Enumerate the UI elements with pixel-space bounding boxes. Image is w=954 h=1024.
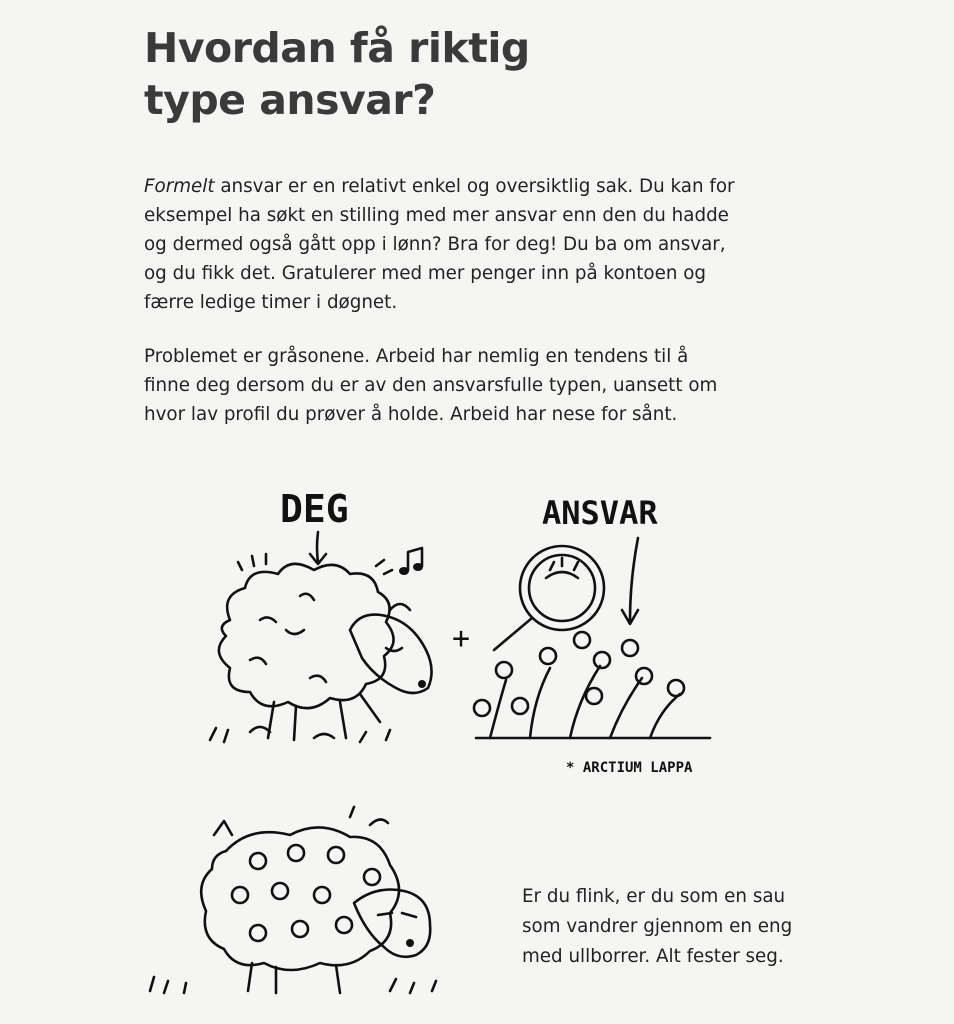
caption-line-3: med ullborrer. Alt fester seg.: [522, 946, 784, 967]
page-title: [144, 22, 530, 126]
p1-line-5: færre ledige timer i døgnet.: [144, 292, 398, 313]
p1-line-1: ansvar er en relativt enkel og oversiktlig sak. Du kan for: [214, 176, 735, 197]
illustration-sheep-plus-burrs: [190, 470, 720, 790]
p1-line-2: eksempel ha søkt en stilling med mer ansvar enn den du hadde: [144, 205, 729, 226]
burr-covered-sheep-icon: [201, 807, 430, 993]
caption-line-2: som vandrer gjennom en eng: [522, 916, 793, 937]
title-line-1: Hvordan få riktig: [144, 24, 530, 72]
p2-line-2: finne deg dersom du er av den ansvarsfulle typen, uansett om: [144, 375, 718, 396]
paragraph-formal-responsibility: [144, 172, 834, 317]
paragraph-grey-zones: [144, 342, 834, 429]
sheep-icon: [219, 564, 432, 740]
plus-sign: +: [452, 621, 471, 656]
arrow-to-burrs: [622, 538, 638, 624]
grass-under-burr-sheep: [150, 977, 436, 993]
caption-sheep-in-burr-meadow: [522, 882, 852, 972]
arrow-to-sheep: [310, 532, 326, 564]
label-ansvar: ANSVAR: [542, 494, 658, 532]
illustration-sheep-covered-in-burrs: [140, 795, 460, 1000]
music-note-icon: [399, 548, 423, 575]
burr-plants-icon: [474, 632, 710, 738]
emphasis-formelt: Formelt: [144, 176, 215, 197]
p2-line-3: hvor lav profil du prøver å holde. Arbeid har nese for sånt.: [144, 404, 678, 425]
p1-line-4: og du fikk det. Gratulerer med mer penger inn på kontoen og: [144, 263, 707, 284]
grass-under-sheep: [210, 728, 390, 742]
caption-line-1: Er du flink, er du som en sau: [522, 886, 786, 907]
footnote-arctium-lappa: * ARCTIUM LAPPA: [566, 760, 693, 776]
p1-line-3: og dermed også gått opp i lønn? Bra for deg! Du ba om ansvar,: [144, 234, 726, 255]
title-line-2: type ansvar?: [144, 76, 436, 124]
label-deg: DEG: [280, 487, 349, 531]
p2-line-1: Problemet er gråsonene. Arbeid har nemlig en tendens til å: [144, 346, 689, 367]
